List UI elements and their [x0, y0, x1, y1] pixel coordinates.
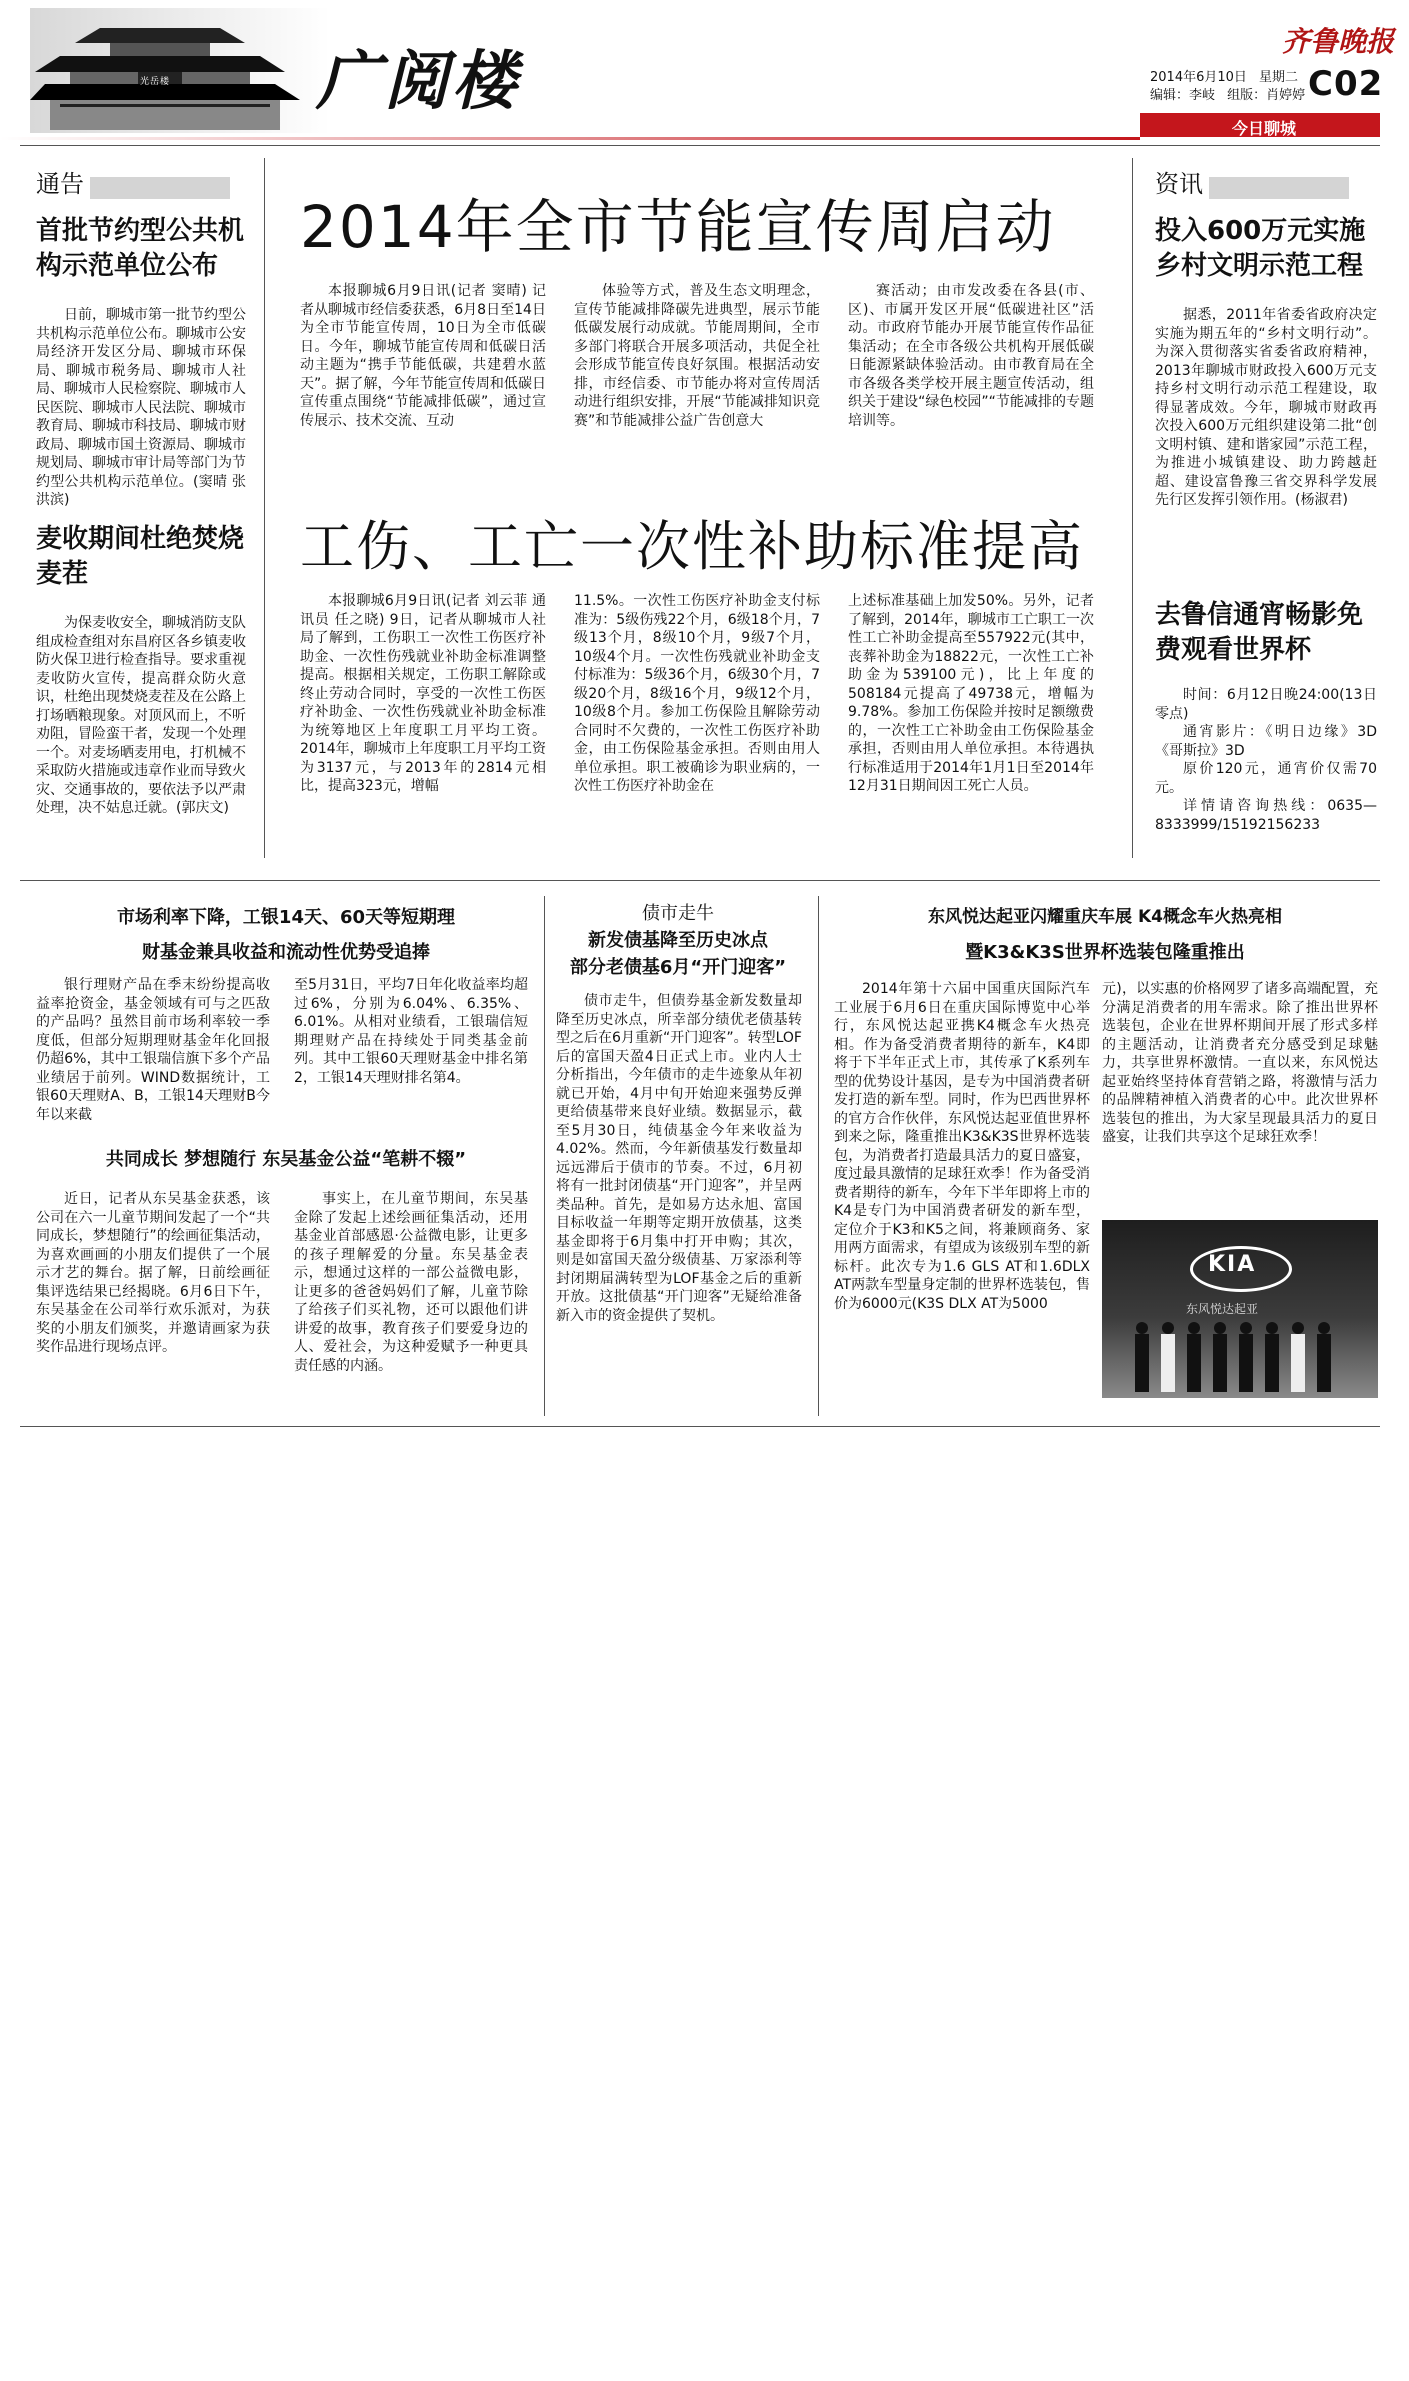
energy-col-1: [300, 282, 546, 472]
issue-date: [1150, 66, 1298, 85]
event-movies: 通宵影片：《明日边缘》3D 《哥斯拉》3D: [1155, 724, 1377, 759]
bond-body: [556, 992, 802, 1412]
event-phone: 详情请咨询热线：0635—8333999/15192156233: [1155, 798, 1377, 833]
right-divider: [1132, 158, 1133, 858]
finance-headline: [36, 904, 536, 966]
article-title: 首批节约型公共机构示范单位公布: [36, 216, 245, 281]
fund-headline: [36, 1146, 536, 1173]
body-text: 上述标准基础上加发50%。另外，记者了解到，2014年，聊城市工亡职工一次性工亡补助金提高至557922元(其中，丧葬补助金为18822元，一次性工亡补助金为539100元)，比上年度的508184元提高了49738元，增幅为9.78%。参加工伤保险并按时足额缴费的，一次性工亡补助金由工伤保险基金承担，否则由用人单位承担。本待遇执行标准适用于2014年1月1日至2014年12月31日期间因工死亡人员。: [848, 593, 1094, 794]
credits: [1150, 84, 1305, 103]
kicker: 债市走牛: [642, 903, 714, 924]
headline-line-2: 财基金兼具收益和流动性优势受追捧: [142, 942, 430, 963]
headline-line-2: 部分老债基6月“开门迎客”: [569, 957, 787, 978]
paper-name: 齐鲁晚报: [1282, 25, 1395, 58]
kia-headline: [830, 904, 1380, 966]
bottom-rule: [20, 1426, 1380, 1427]
bond-headline: [554, 900, 802, 981]
fund-col-2: [294, 1190, 528, 1420]
left-article-2: [36, 522, 246, 818]
article-body: 据悉，2011年省委省政府决定实施为期五年的“乡村文明行动”。为深入贯彻落实省委省政府精神，2013年聊城市财政投入600万元支持乡村文明行动示范工程建设，取得显著成效。今年，聊城市财政再次投入600万元组织建设第二批“创文明村镇、建和谐家园”示范工程，为推进小城镇建设、助力跨越赶超、建设富鲁豫三省交界科学发展先行区发挥引领作用。(杨淑君): [1155, 307, 1377, 508]
energy-col-3: [848, 282, 1094, 472]
right-article-1: [1155, 214, 1377, 510]
body-text: 2014年第十六届中国重庆国际汽车工业展于6月6日在重庆国际博览中心举行，东风悦达起亚携K4概念车火热亮相。作为备受消费者期待的新车，K4即将于下半年正式上市，其传承了K系列车型的优势设计基因，是专为中国消费者研发打造的新车型。同时，作为巴西世界杯的官方合作伙伴，东风悦达起亚值世界杯到来之际，隆重推出K3&K3S世界杯选装包，为消费者打造最具活力的夏日盛宴，度过最具激情的足球狂欢季！作为备受消费者期待的新车，今年下半年即将上市的K4是专门为中国消费者研发的新车型，定位介于K3和K5之间，将兼顾商务、家用两方面需求，有望成为该级别车型的新标杆。此次专为1.6 GLS AT和1.6DLX AT两款车型量身定制的世界杯选装包，售价为6000元(K3S DLX AT为5000: [834, 981, 1090, 1312]
body-text: 至5月31日，平均7日年化收益率均超过6%，分别为6.04%、6.35%、6.01%。从相对业绩看，工银瑞信短期理财产品在持续处于同类基金前列。其中工银60天理财基金中排名第2，工银14天理财排名第4。: [294, 977, 528, 1086]
body-text: 赛活动；由市发改委在各县(市、区)、市属开发区开展“低碳进社区”活动。市政府节能办开展节能宣传作品征集活动；在全市各级公共机构开展低碳日能源紧缺体验活动。由市教育局在全市各级各类学校开展主题宣传活动，组织关于建设“绿色校园”“节能减排的专题培训等。: [848, 283, 1094, 429]
finance-col-2: [294, 976, 528, 1124]
tower-illustration: [30, 8, 330, 133]
label-news: 资讯: [1155, 170, 1203, 198]
kia-col-1: [834, 980, 1090, 1416]
event-time: 时间：6月12日晚24:00(13日零点): [1155, 687, 1377, 722]
kia-event-photo: [1102, 1220, 1378, 1398]
body-text: 事实上，在儿童节期间，东吴基金除了发起上述绘画征集活动，还用基金业首部感恩·公益微电影，让更多的孩子理解爱的分量。东吴基金表示，想通过这样的一部公益微电影，让更多的爸爸妈妈们了解，儿童节除了给孩子们买礼物，还可以跟他们讲讲爱的故事，教育孩子们要爱身边的人、爱社会，为这种爱赋予一种更具责任感的内涵。: [294, 1191, 528, 1374]
article-body: 日前，聊城市第一批节约型公共机构示范单位公布。聊城市公安局经济开发区分局、聊城市环保局、聊城市税务局、聊城市人社局、聊城市人民检察院、聊城市人民医院、聊城市人民法院、聊城市教育局、聊城市科技局、聊城市财政局、聊城市国土资源局、聊城市规划局、聊城市审计局等部门为节约型公共机构示范单位。(窦晴 张洪滨): [36, 307, 246, 508]
label-notice: 通告: [36, 170, 84, 198]
headline-line-1: 新发债基降至历史冰点: [588, 930, 768, 951]
headline-line-1: 市场利率下降，工银14天、60天等短期理: [116, 907, 456, 928]
header-divider: [20, 145, 1380, 146]
article-title: 去鲁信通宵畅影免费观看世界杯: [1155, 600, 1364, 665]
article-body: 为保麦收安全，聊城消防支队组成检查组对东昌府区各乡镇麦收防火保卫进行检查指导。要求重视麦收防火宣传，提高群众防火意识，杜绝出现焚烧麦茬及在公路上打场晒粮现象。对顶风而上，不听劝阻，冒险蛮干者，发现一个处理一个。对麦场晒麦用电，打机械不采取防火措施或违章作业而导致火灾、交通事故的，要依法予以严肃处理，决不姑息迁就。(郭庆文): [36, 615, 246, 816]
kia-logo-text: KIA: [1208, 1252, 1257, 1277]
event-price: 原价120元，通宵价仅需70元。: [1155, 761, 1377, 796]
building-sign: 光岳楼: [140, 77, 171, 87]
body-text: 11.5%。一次性工伤医疗补助金支付标准为：5级伤残22个月，6级18个月，7级13个月，8级10个月，9级7个月，10级4个月。一次性伤残就业补助金支付标准为：5级36个月，6级30个月，7级20个月，8级16个月，9级12个月，10级8个月。参加工伤保险且解除劳动合同时不欠费的，一次性工伤医疗补助金，由工伤保险基金承担。否则由用人单位承担。职工被确诊为职业病的，一次性工伤医疗补助金在: [574, 593, 820, 794]
bottom-divider-1: [544, 896, 545, 1416]
body-text: 近日，记者从东吴基金获悉，该公司在六一儿童节期间发起了一个“共同成长，梦想随行”的绘画征集活动，为喜欢画画的小朋友们提供了一个展示才艺的舞台。据了解，日前绘画征集评选结果已经揭晓。6月6日下午，东吴基金在公司举行欢乐派对，为获奖的小朋友们颁奖，并邀请画家为获奖作品进行现场点评。: [36, 1191, 270, 1355]
body-text: 本报聊城6月9日讯(记者 刘云菲 通讯员 任之晓) 9日，记者从聊城市人社局了解到，工伤职工一次性工伤医疗补助金、一次性伤残就业补助金标准调整提高。根据相关规定，工伤职工解除或终止劳动合同时，享受的一次性工伤医疗补助金、一次性伤残就业补助金标准为统筹地区上年度职工月平均工资。2014年，聊城市上年度职工月平均工资为3137元，与2013年的2814元相比，提高323元，增幅: [300, 593, 546, 794]
headline-injury-compensation: 工伤、工亡一次性补助标准提高: [300, 515, 1084, 578]
injury-col-3: [848, 592, 1094, 854]
page-title: 广阅楼: [316, 44, 520, 119]
headline: 共同成长 梦想随行 东吴基金公益“笔耕不辍”: [105, 1149, 467, 1170]
masthead: [0, 0, 1409, 140]
right-section-label: [1155, 164, 1349, 199]
body-text: 本报聊城6月9日讯(记者 窦晴) 记者从聊城市经信委获悉，6月8日至14日为全市节能宣传周，10日为全市低碳日。今年，聊城节能宣传周和低碳日活动主题为“携手节能低碳，共建碧水蓝天”。据了解，今年节能宣传周和低碳日宣传重点围绕“节能减排低碳”，通过宣传展示、技术交流、互动: [300, 283, 546, 429]
body-text: 体验等方式，普及生态文明理念，宣传节能减排降碳先进典型，展示节能低碳发展行动成就。节能周期间，全市多部门将联合开展多项活动，共促全社会形成节能宣传良好氛围。根据活动安排，市经信委、市节能办将对宣传周活动进行组织安排，开展“节能减排知识竞赛”和节能减排公益广告创意大: [574, 283, 820, 429]
mid-divider: [20, 880, 1380, 881]
section-banner-label: 今日聊城: [1232, 119, 1297, 138]
injury-col-1: [300, 592, 546, 854]
date: 2014年6月10日: [1150, 70, 1247, 85]
article-title: 投入600万元实施乡村文明示范工程: [1155, 216, 1366, 281]
backdrop-caption: 东风悦达起亚: [1186, 1302, 1259, 1316]
headline-line-1: 东风悦达起亚闪耀重庆车展 K4概念车火热亮相: [928, 907, 1282, 927]
bottom-divider-2: [818, 896, 819, 1416]
article-title: 麦收期间杜绝焚烧麦茬: [36, 524, 245, 589]
fund-col-1: [36, 1190, 270, 1420]
weekday: 星期二: [1259, 70, 1299, 85]
label-bar: [90, 177, 230, 199]
headline-line-2: 暨K3&K3S世界杯选装包隆重推出: [965, 942, 1245, 963]
energy-col-2: [574, 282, 820, 472]
editor: 编辑：李岐: [1150, 88, 1216, 103]
page-number: C02: [1308, 64, 1384, 104]
left-section-label: [36, 164, 230, 199]
masthead-rule: [0, 137, 1140, 140]
body-text: 银行理财产品在季末纷纷提高收益率抢资金，基金领域有可与之匹敌的产品吗？虽然目前市场利率较一季度低，但部分短期理财基金年化回报仍超6%，其中工银瑞信旗下多个产品业绩居于前列。WIND数据统计，工银60天理财A、B，工银14天理财B今年以来截: [36, 977, 270, 1123]
body-text: 元)，以实惠的价格网罗了诸多高端配置，充分满足消费者的用车需求。除了推出世界杯选装包，企业在世界杯期间开展了形式多样的主题活动，让消费者充分感受到足球魅力，共享世界杯激情。一直以来，东风悦达起亚始终坚持体育营销之路，将激情与活力的品牌精神植入消费者的心中。此次世界杯选装包的推出，为大家呈现最具活力的夏日盛宴，让我们共享这个足球狂欢季！: [1102, 981, 1378, 1145]
headline-energy-week: 2014年全市节能宣传周启动: [300, 193, 1056, 261]
label-bar: [1209, 177, 1349, 199]
left-divider: [264, 158, 265, 858]
kia-col-2: [1102, 980, 1378, 1216]
body-text: 债市走牛，但债券基金新发数量却降至历史冰点，所幸部分绩优老债基转型之后在6月重新“开门迎客”。转型LOF后的富国天盈4日正式上市。业内人士分析指出，今年债市的走牛迹象从年初就已开始，4月中旬开始迎来强势反弹更给债基带来良好业绩。数据显示，截至5月30日，纯债基金今年来收益为4.02%。然而，今年新债基发行数量却远远滞后于债市的节奏。不过，6月初将有一批封闭债基“开门迎客”，并呈两类品种。首先，是如易方达永旭、富国目标收益一年期等定期开放债基，这类基金即将于6月集中打开申购；其次，则是如富国天盈分级债基、万家添利等封闭期届满转型为LOF基金之后的重新开放。这批债基“开门迎客”无疑给准备新入市的资金提供了契机。: [556, 993, 802, 1324]
injury-col-2: [574, 592, 820, 854]
layout-credit: 组版：肖婷婷: [1227, 88, 1306, 103]
left-article-1: [36, 214, 246, 510]
right-article-2: [1155, 598, 1377, 834]
people-silhouettes: [1102, 1316, 1378, 1398]
finance-col-1: [36, 976, 270, 1124]
